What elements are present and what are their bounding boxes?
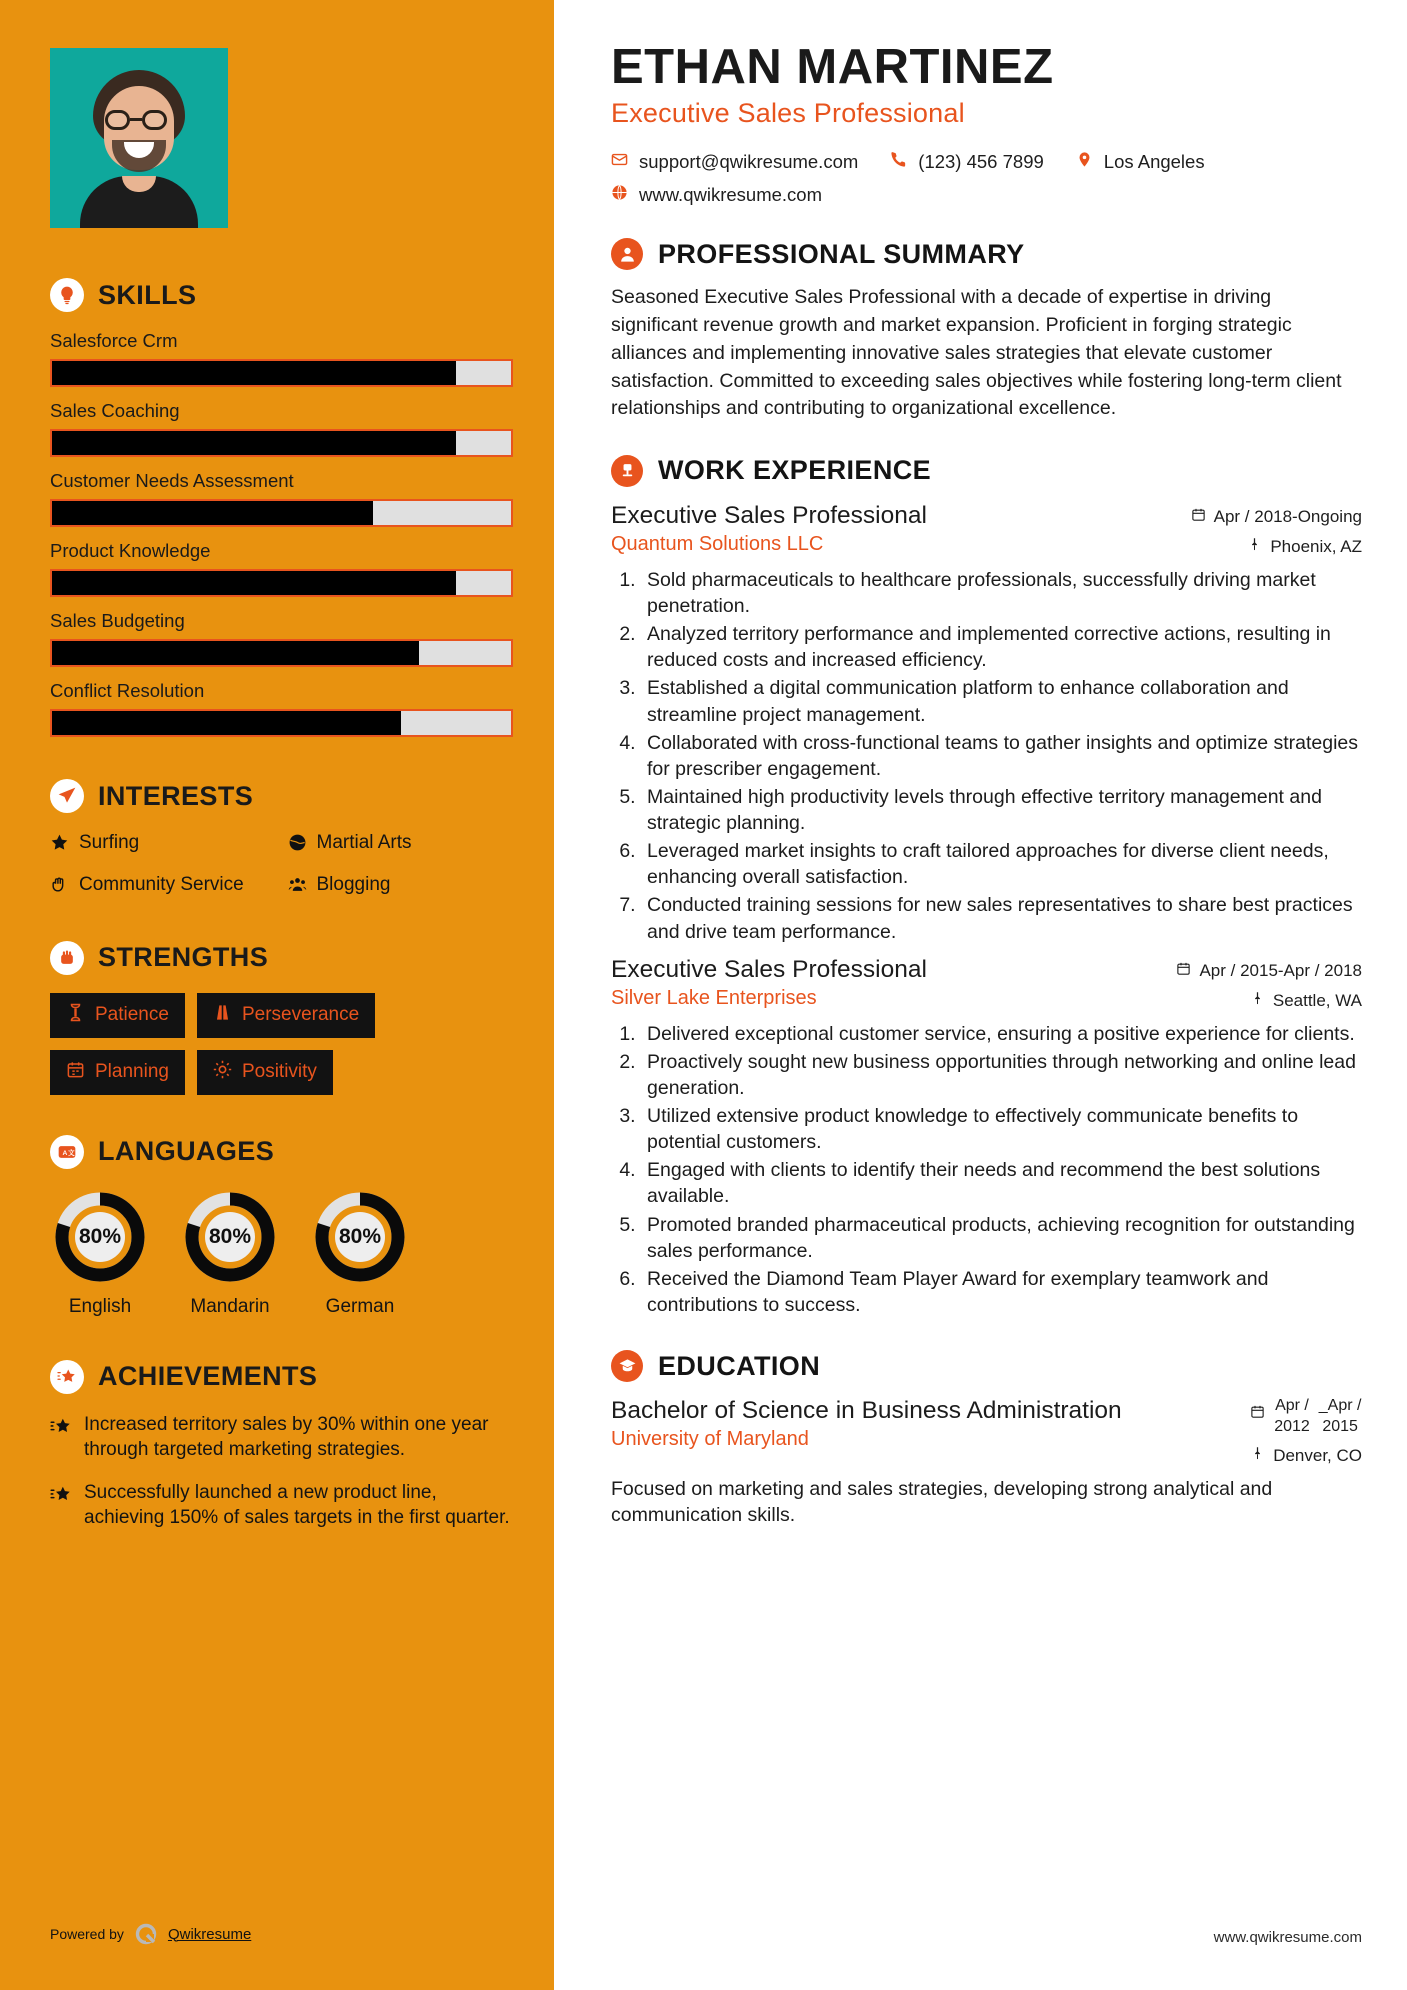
skill-label: Salesforce Crm: [50, 330, 178, 351]
summary-title: PROFESSIONAL SUMMARY: [658, 238, 1025, 269]
skill-bar-track: [50, 359, 513, 387]
interests-section: [50, 779, 513, 901]
work-heading: [611, 455, 1362, 487]
skills-title: SKILLS: [98, 279, 197, 310]
job-location: [1176, 991, 1362, 1011]
strength-chip: [197, 993, 375, 1038]
education-start: [1274, 1396, 1310, 1438]
star-icon: [50, 831, 69, 859]
interest-item: [50, 831, 276, 859]
achievements-section: [50, 1360, 513, 1530]
skill-label: Product Knowledge: [50, 540, 211, 561]
interest-item: [288, 873, 514, 901]
paper-plane-icon: [50, 779, 84, 813]
sidebar-footer: [50, 1922, 251, 1946]
user-circle-icon: [611, 238, 643, 270]
strengths-list: [50, 993, 513, 1095]
achievement-item: [50, 1480, 513, 1530]
job-title: Executive Sales Professional: [611, 955, 927, 983]
interests-heading: [50, 779, 513, 813]
education-end: [1319, 1396, 1362, 1438]
job-bullet: 7. Conducted training sessions for new sales representatives to share best practices and drive team performance.: [641, 892, 1362, 944]
achievement-text: Increased territory sales by 30% within one year through targeted marketing strategies.: [84, 1413, 489, 1460]
skill-item: [50, 610, 513, 667]
contact-location: [1076, 151, 1205, 173]
skill-bar-track: [50, 499, 513, 527]
education-location: [1250, 1446, 1362, 1466]
interest-item: [288, 831, 514, 859]
hourglass-icon: [66, 1003, 85, 1028]
job-company: Silver Lake Enterprises: [611, 987, 817, 1010]
strength-label: Positivity: [241, 1061, 317, 1082]
interests-title: INTERESTS: [98, 780, 254, 811]
language-donut: [310, 1187, 410, 1287]
photo-glasses-right: [142, 110, 167, 130]
languages-title: LANGUAGES: [98, 1136, 275, 1166]
map-pin-icon: [1250, 1446, 1265, 1466]
job-location: [1191, 537, 1362, 557]
job-bullet: 6. Leveraged market insights to craft tailored approaches for diverse client needs, enhancing overall satisfaction.: [641, 838, 1362, 890]
job-bullet: 1. Sold pharmaceuticals to healthcare professionals, successfully driving market penetration.: [641, 567, 1362, 619]
fist-icon: [50, 941, 84, 975]
summary-text: Seasoned Executive Sales Professional with a decade of expertise in driving significant revenue growth and market expansion. Proficient in forging strategic alliances and implementing innovative sales strategies that elevate customer satisfaction. Committed to exceeding sales objectives while fostering long-term client relationships and contributing to organizational excellence.: [611, 286, 1342, 420]
language-item: [310, 1187, 410, 1318]
education-end-month: _Apr /: [1318, 1397, 1362, 1414]
strengths-section: [50, 941, 513, 1095]
photo-glasses-bridge: [130, 118, 142, 121]
language-icon: [50, 1135, 84, 1169]
contact-phone[interactable]: [890, 151, 1044, 173]
main-footer-url: www.qwikresume.com: [1213, 1929, 1362, 1946]
interests-list: [50, 831, 513, 901]
job-meta: [1191, 501, 1362, 557]
job-bullet: 6. Received the Diamond Team Player Award for exemplary teamwork and contributions to success.: [641, 1266, 1362, 1318]
skill-bar-track: [50, 709, 513, 737]
language-donut: [180, 1187, 280, 1287]
globe-icon: [611, 184, 628, 206]
languages-list: [50, 1187, 513, 1318]
skills-heading: [50, 278, 513, 312]
contact-email-value: support@qwikresume.com: [639, 151, 859, 173]
map-pin-icon: [1250, 991, 1265, 1011]
contact-row-secondary: [611, 184, 1362, 206]
interest-label: Blogging: [316, 873, 391, 895]
education-meta: [1250, 1396, 1362, 1466]
office-chair-icon: [611, 455, 643, 487]
achievements-heading: [50, 1360, 513, 1394]
star-burst-icon: [50, 1360, 84, 1394]
skill-bar-fill: [52, 501, 373, 525]
job-bullet: 3. Established a digital communication platform to enhance collaboration and streamline project management.: [641, 675, 1362, 727]
language-percent: 80%: [78, 1224, 122, 1248]
lightbulb-icon: [50, 278, 84, 312]
photo-glasses-left: [105, 110, 130, 130]
languages-heading: [50, 1135, 513, 1169]
work-title: WORK EXPERIENCE: [658, 455, 932, 486]
qwikresume-logo-icon: [134, 1922, 158, 1946]
road-icon: [213, 1003, 232, 1028]
education-dates: [1250, 1396, 1362, 1438]
profile-photo: [50, 48, 228, 228]
strength-label: Planning: [95, 1061, 169, 1082]
job-meta: [1176, 955, 1362, 1011]
job-bullet-list: [641, 1021, 1362, 1318]
language-percent: 80%: [338, 1224, 382, 1248]
skill-bar-track: [50, 429, 513, 457]
languages-section: [50, 1135, 513, 1318]
achievement-text: Successfully launched a new product line, achieving 150% of sales targets in the first quarter.: [84, 1481, 510, 1528]
graduation-icon: [611, 1350, 643, 1382]
job-dates-value: Apr / 2018-Ongoing: [1213, 506, 1362, 526]
achievement-star-icon: [50, 1480, 72, 1530]
language-label: English: [68, 1295, 132, 1317]
skill-item: [50, 540, 513, 597]
page-title: ETHAN MARTINEZ: [611, 40, 1054, 94]
skill-item: [50, 680, 513, 737]
language-label: Mandarin: [190, 1295, 270, 1317]
job-left: [611, 501, 927, 556]
strength-label: Perseverance: [241, 1004, 360, 1025]
phone-icon: [890, 151, 907, 173]
skill-bar-track: [50, 569, 513, 597]
map-pin-icon: [1247, 537, 1262, 557]
envelope-icon: [611, 151, 628, 173]
job-header: [611, 501, 1362, 557]
job-location-value: Seattle, WA: [1272, 990, 1362, 1010]
gear-icon: [213, 1060, 232, 1085]
work-experience-entry: [611, 955, 1362, 1318]
contact-phone-value: (123) 456 7899: [918, 151, 1044, 173]
contact-website[interactable]: [611, 184, 822, 206]
job-header: [611, 955, 1362, 1011]
education-description: Focused on marketing and sales strategies, developing strong analytical and communication skills.: [611, 1477, 1273, 1526]
job-bullet: 5. Maintained high productivity levels through effective territory management and strategic planning.: [641, 784, 1362, 836]
job-dates: [1176, 961, 1362, 981]
contact-email[interactable]: [611, 151, 858, 173]
main-column: [563, 0, 1407, 1990]
language-item: [50, 1187, 150, 1318]
globe-icon: [288, 831, 307, 859]
job-dates: [1191, 507, 1362, 527]
strengths-heading: [50, 941, 513, 975]
achievements-title: ACHIEVEMENTS: [98, 1361, 318, 1391]
job-dates-value: Apr / 2015-Apr / 2018: [1199, 960, 1362, 980]
job-bullet-list: [641, 567, 1362, 945]
language-label: German: [325, 1295, 395, 1317]
job-title: Executive Sales Professional: [611, 501, 927, 529]
education-heading: [611, 1350, 1362, 1382]
calendar-icon: [1176, 961, 1191, 981]
interest-label: Community Service: [79, 873, 244, 895]
skill-item: [50, 400, 513, 457]
education-end-year: 2015: [1322, 1417, 1358, 1435]
contact-block: [611, 151, 1362, 206]
strength-label: Patience: [95, 1004, 169, 1025]
interest-label: Surfing: [79, 832, 140, 853]
skill-bar-fill: [52, 361, 456, 385]
job-bullet: 1. Delivered exceptional customer service, ensuring a positive experience for clients.: [641, 1021, 1362, 1047]
skill-label: Customer Needs Assessment: [50, 470, 294, 491]
svg-text:A: A: [62, 1149, 68, 1157]
job-location-value: Phoenix, AZ: [1270, 536, 1362, 556]
job-role-subtitle: Executive Sales Professional: [611, 98, 965, 129]
skill-bar-track: [50, 639, 513, 667]
achievements-list: [50, 1412, 513, 1530]
achievement-item: [50, 1412, 513, 1462]
contact-location-value: Los Angeles: [1103, 151, 1205, 173]
work-experience-entry: [611, 501, 1362, 945]
language-donut: [50, 1187, 150, 1287]
job-bullet: 4. Collaborated with cross-functional teams to gather insights and optimize strategies for prescriber engagement.: [641, 730, 1362, 782]
users-icon: [288, 873, 307, 901]
strength-chip: [50, 993, 185, 1038]
skill-bar-fill: [52, 711, 401, 735]
calendar-icon: [1250, 1396, 1265, 1424]
language-item: [180, 1187, 280, 1318]
education-title: EDUCATION: [658, 1350, 821, 1381]
svg-text:文: 文: [68, 1149, 75, 1157]
education-school: University of Maryland: [611, 1428, 809, 1451]
skills-list: [50, 330, 513, 737]
education-start-year: 2012: [1274, 1417, 1310, 1435]
sidebar: [0, 0, 563, 1990]
education-location-value: Denver, CO: [1273, 1445, 1362, 1465]
skill-label: Sales Budgeting: [50, 610, 185, 631]
strength-chip: [50, 1050, 185, 1095]
job-left: [611, 955, 927, 1010]
skill-label: Sales Coaching: [50, 400, 180, 421]
education-entry: [611, 1396, 1362, 1466]
calendar-icon: [66, 1060, 85, 1085]
skill-bar-fill: [52, 431, 456, 455]
contact-website-value: www.qwikresume.com: [639, 184, 822, 206]
skill-bar-fill: [52, 641, 419, 665]
strengths-title: STRENGTHS: [98, 942, 269, 972]
skill-bar-fill: [52, 571, 456, 595]
job-bullet: 2. Proactively sought new business opportunities through networking and online lead generation.: [641, 1049, 1362, 1101]
interest-label: Martial Arts: [316, 832, 412, 853]
education-start-month: Apr /: [1275, 1397, 1309, 1414]
qwikresume-link[interactable]: Qwikresume: [167, 1925, 252, 1943]
strength-chip: [197, 1050, 333, 1095]
calendar-icon: [1191, 507, 1206, 527]
education-left: [611, 1396, 1122, 1451]
job-bullet: 3. Utilized extensive product knowledge to effectively communicate benefits to potential customers.: [641, 1103, 1362, 1155]
skill-item: [50, 470, 513, 527]
job-bullet: 4. Engaged with clients to identify their needs and recommend the best solutions available.: [641, 1157, 1362, 1209]
skill-item: [50, 330, 513, 387]
language-percent: 80%: [208, 1224, 252, 1248]
jobs-list: [611, 501, 1362, 1318]
powered-by-label: Powered by: [50, 1926, 124, 1942]
interest-item: [50, 873, 276, 901]
job-bullet: 2. Analyzed territory performance and implemented corrective actions, resulting in reduced costs and increased efficiency.: [641, 621, 1362, 673]
map-pin-icon: [1076, 151, 1093, 173]
contact-row-primary: [611, 151, 1362, 173]
skills-section: [50, 278, 513, 737]
summary-heading: [611, 238, 1362, 270]
hand-icon: [50, 873, 69, 901]
achievement-star-icon: [50, 1412, 72, 1462]
job-company: Quantum Solutions LLC: [611, 533, 824, 556]
skill-label: Conflict Resolution: [50, 680, 205, 701]
job-bullet: 5. Promoted branded pharmaceutical products, achieving recognition for outstanding sales performance.: [641, 1212, 1362, 1264]
education-degree: Bachelor of Science in Business Administration: [611, 1397, 1122, 1424]
